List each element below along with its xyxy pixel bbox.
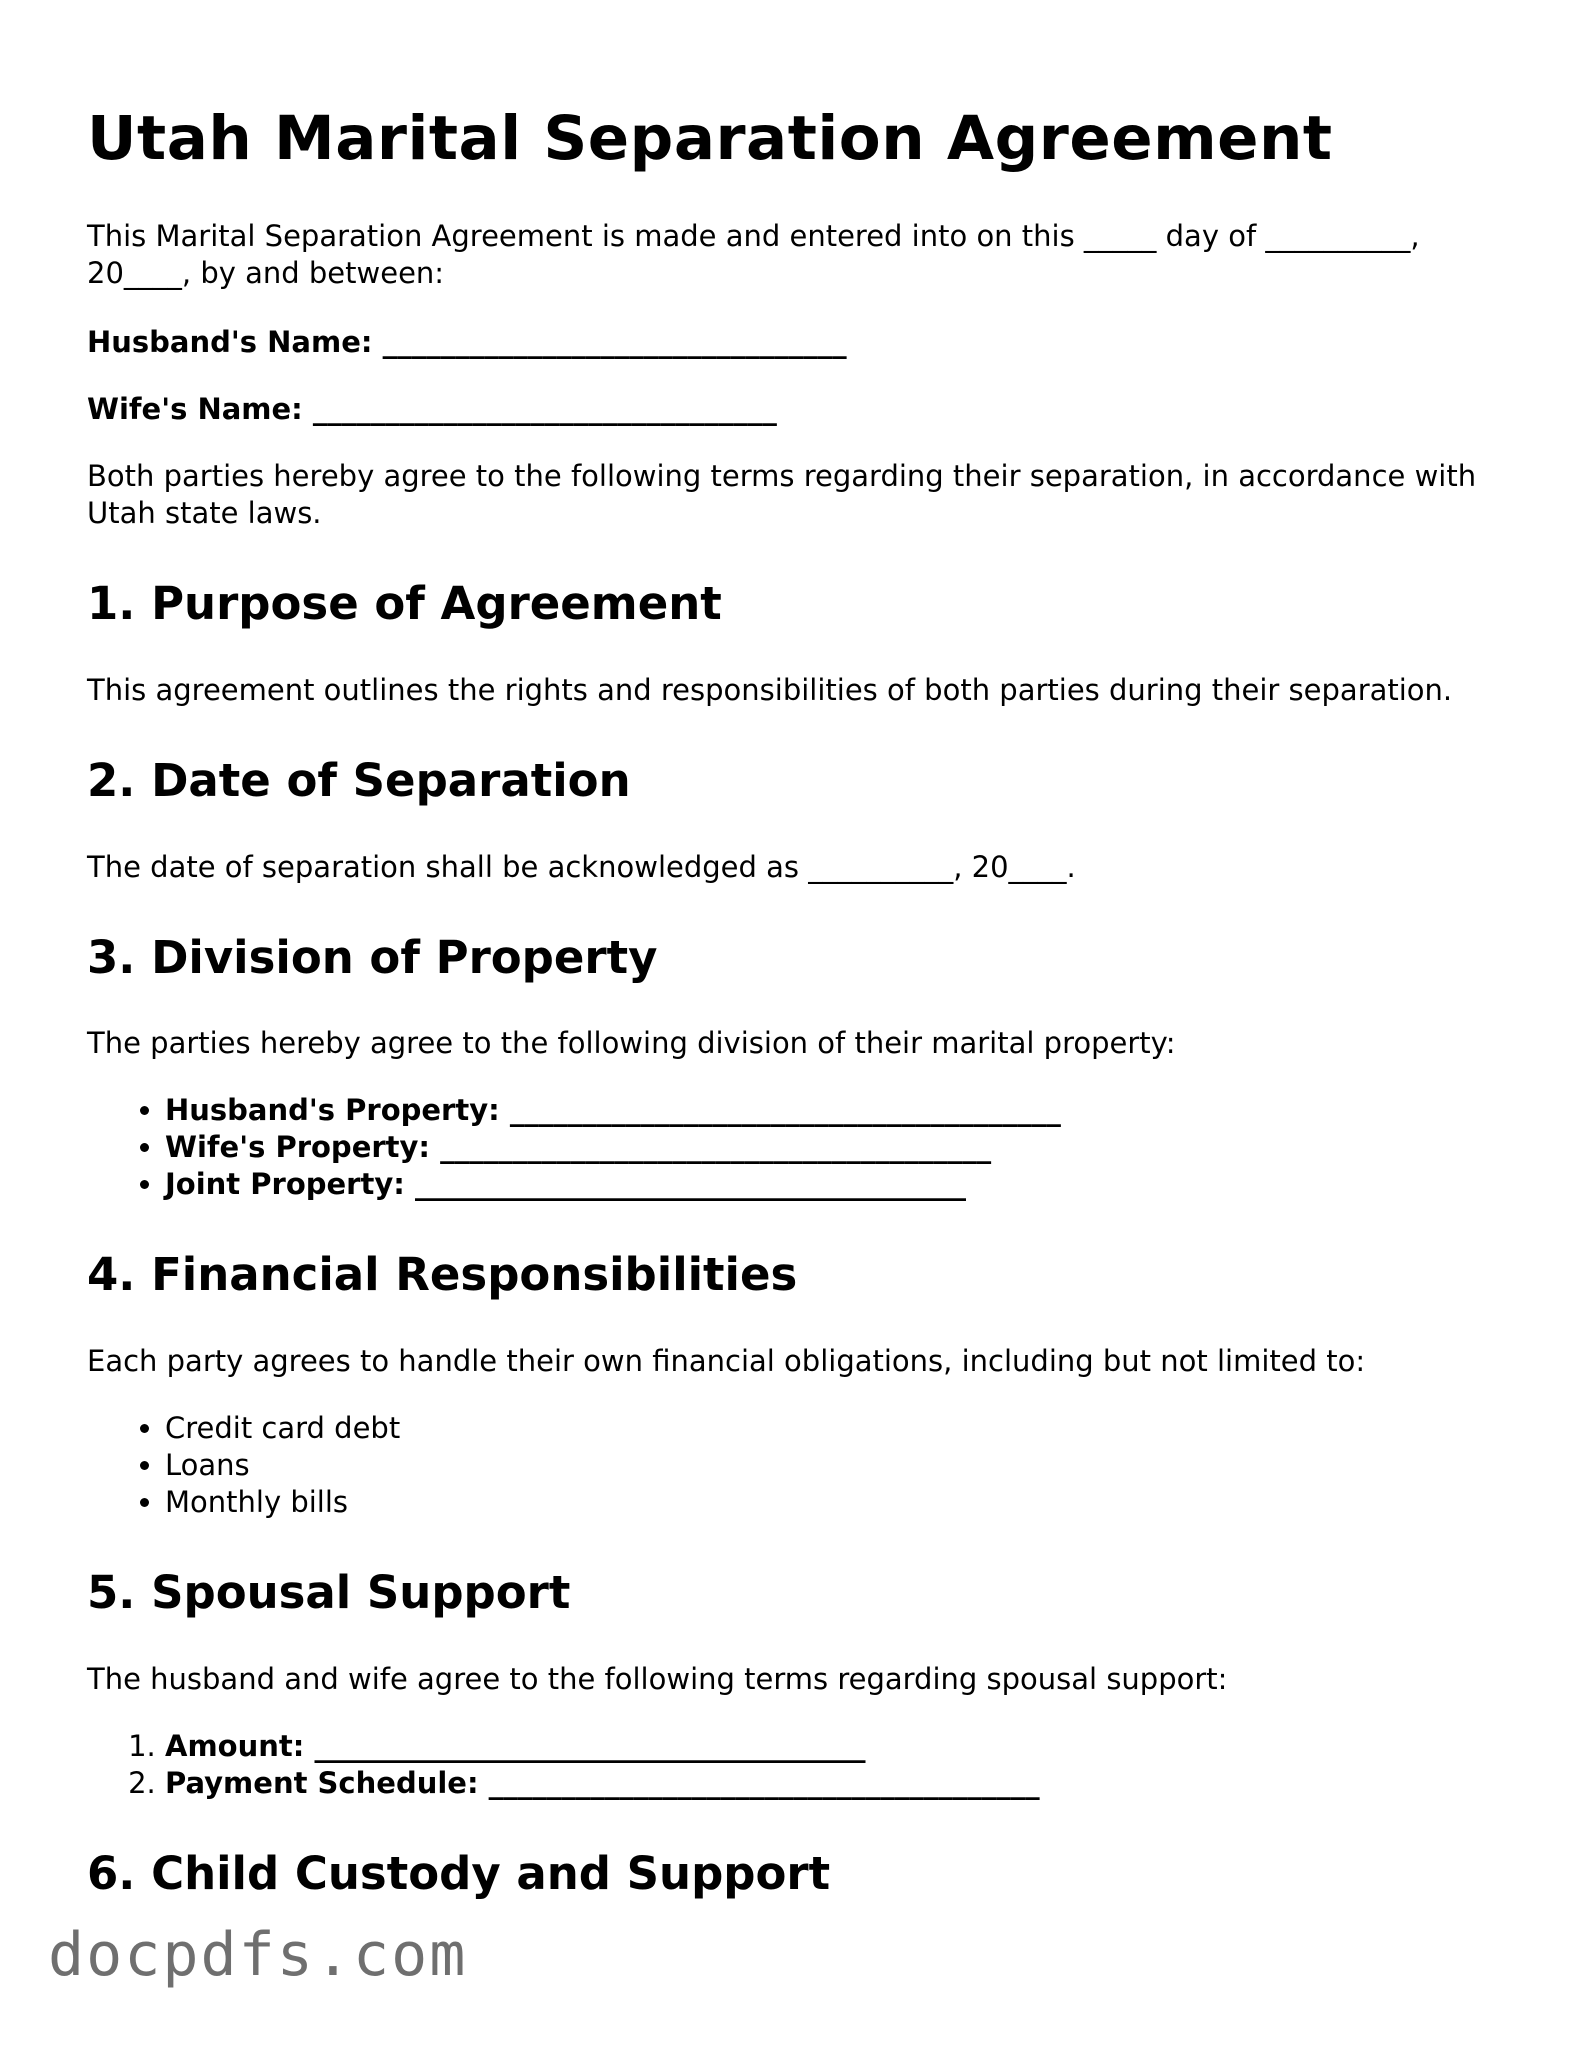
list-item: • Loans [165,1447,1507,1484]
document-page [87,104,1507,1942]
support-blank: ______________________________________ [304,1728,866,1763]
property-blank: ______________________________________ [430,1130,992,1165]
section-6-heading: 6. Child Custody and Support [87,1846,831,1900]
list-item [165,1728,1507,1765]
list-item [165,1166,1507,1203]
section-5-body: The husband and wife agree to the following terms regarding spousal support: [87,1661,1228,1696]
section-4-heading: 4. Financial Responsibilities [87,1248,798,1302]
property-label: Joint Property: [165,1167,405,1202]
list-item [165,1129,1507,1166]
watermark-text: docpdfs.com [48,1920,468,1990]
list-item [165,1092,1507,1129]
section-2-heading: 2. Date of Separation [87,753,631,807]
property-blank: ______________________________________ [404,1167,966,1202]
section-3-heading: 3. Division of Property [87,930,658,984]
property-label: Husband's Property: [165,1093,500,1128]
list-item: • Monthly bills [165,1484,1507,1521]
support-label: Payment Schedule: [165,1765,479,1800]
husband-name-field: Husband's Name: ________________________________ [87,325,847,360]
document-title: Utah Marital Separation Agreement [87,103,1333,174]
list-item: • Credit card debt [165,1410,1507,1447]
section-1-heading: 1. Purpose of Agreement [87,577,722,631]
section-3-body: The parties hereby agree to the following division of their marital property: [87,1026,1176,1061]
section-5-heading: 5. Spousal Support [87,1566,571,1620]
property-list [87,1092,1507,1203]
section-1-body: This agreement outlines the rights and responsibilities of both parties during their separation. [87,672,1453,707]
property-label: Wife's Property: [165,1130,431,1165]
obligations-list [87,1410,1507,1521]
intro-paragraph: This Marital Separation Agreement is made and entered into on this _____ day of __________, 20____, by and between: [87,219,1420,291]
preamble-paragraph: Both parties hereby agree to the following terms regarding their separation, in accordance with Utah state laws. [87,459,1477,531]
wife-name-field: Wife's Name: ________________________________ [87,392,777,427]
support-terms-list [87,1728,1507,1802]
support-label: Amount: [165,1728,305,1763]
section-2-body: The date of separation shall be acknowledged as __________, 20____. [87,849,1076,884]
section-4-body: Each party agrees to handle their own financial obligations, including but not limited to: [87,1344,1366,1379]
list-item [165,1765,1507,1802]
property-blank: ______________________________________ [499,1093,1061,1128]
support-blank: ______________________________________ [478,1765,1040,1800]
